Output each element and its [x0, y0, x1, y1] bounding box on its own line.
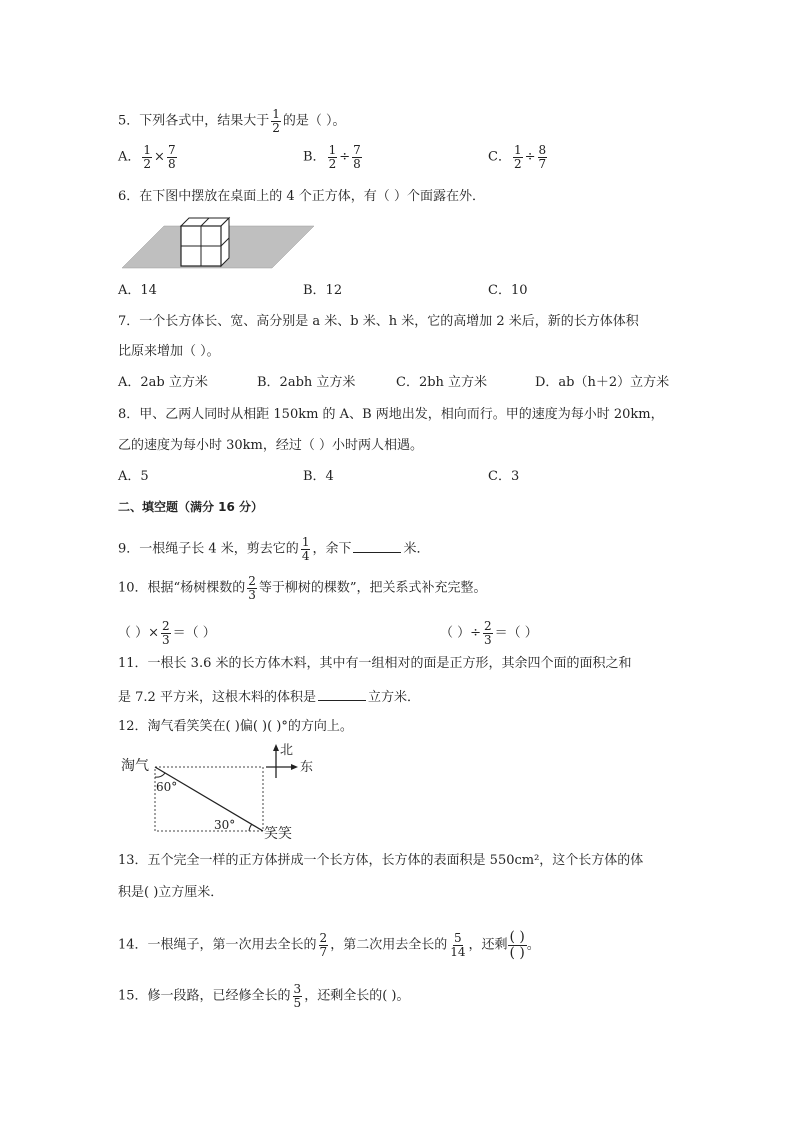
path-line — [155, 767, 263, 831]
angle-60: 60° — [156, 780, 178, 794]
q7-line2: 比原来增加（ ）。 — [118, 344, 220, 359]
q11-line2: 是 7.2 平方米，这根木料的体积是 立方米． — [118, 690, 420, 705]
question-10: 10．根据“杨树棵数的 $\frac{2}{3}$ 等于柳树的棵数”，把关系式补充完整。 — [118, 574, 487, 602]
q8-option-b[interactable]: B．4 — [303, 469, 334, 484]
q11-answer-blank[interactable] — [318, 688, 366, 701]
label-xiaoxiao: 笑笑 — [264, 826, 292, 842]
q5-option-a[interactable]: A． $\frac{1}{2}$ × $\frac{7}{8}$ — [118, 143, 176, 171]
label-taoqi: 淘气 — [121, 758, 149, 774]
q11-line1: 11．一根长 3.6 米的长方体木料，其中有一组相对的面是正方形，其余四个面的面积之和 — [118, 656, 632, 671]
label-east: 东 — [300, 760, 314, 775]
section-2-heading: 二、填空题（满分 16 分） — [118, 500, 264, 514]
direction-diagram — [118, 740, 318, 842]
q13-line2: 积是( )立方厘米． — [118, 885, 224, 900]
question-14: 14．一根绳子，第一次用去全长的 $\frac{2}{7}$ ，第二次用去全长的 $\frac{5}{14}$ ，还剩 $\frac{( )}{( )}$ 。 — [118, 929, 540, 961]
q7-option-a[interactable]: A．2ab 立方米 — [118, 375, 208, 390]
label-north: 北 — [280, 743, 294, 758]
q8-line2: 乙的速度为每小时 30km，经过（ ）小时两人相遇。 — [118, 438, 424, 453]
east-arrow-icon — [291, 764, 298, 770]
q14-answer-fraction[interactable]: $\frac{( )}{( )}$ — [509, 929, 525, 961]
question-9: 9．一根绳子长 4 米，剪去它的 $\frac{1}{4}$ ，余下 米． — [118, 535, 430, 563]
q7-option-d[interactable]: D．ab（h＋2）立方米 — [535, 375, 670, 390]
question-12: 12．淘气看笑笑在( )偏( )( )°的方向上。 — [118, 719, 353, 734]
north-arrow-icon — [273, 744, 279, 751]
question-6: 6．在下图中摆放在桌面上的 4 个正方体，有（ ）个面露在外． — [118, 189, 485, 204]
q5-fraction: $\frac{1}{2}$ — [272, 107, 280, 135]
q5-suffix: 的是（ ）。 — [282, 113, 346, 129]
q8-line1: 8．甲、乙两人同时从相距 150km 的 A、B 两地出发，相向而行。甲的速度为每小时 20km， — [118, 407, 664, 422]
q5-option-b[interactable]: B． $\frac{1}{2}$ ÷ $\frac{7}{8}$ — [303, 143, 361, 171]
q7-option-b[interactable]: B．2abh 立方米 — [257, 375, 356, 390]
q6-option-b[interactable]: B．12 — [303, 283, 343, 298]
q5-option-c[interactable]: C． $\frac{1}{2}$ ÷ $\frac{8}{7}$ — [488, 143, 547, 171]
q6-option-a[interactable]: A．14 — [118, 283, 157, 298]
q8-option-a[interactable]: A．5 — [118, 469, 149, 484]
question-5 — [118, 108, 346, 134]
q9-answer-blank[interactable] — [353, 540, 401, 553]
q10-equation-2[interactable]: （ ）÷ $\frac{2}{3}$ ＝（ ） — [440, 619, 538, 647]
q13-line1: 13．五个完全一样的正方体拼成一个长方体，长方体的表面积是 550cm²，这个长方体的体 — [118, 853, 644, 868]
angle-30: 30° — [214, 818, 236, 832]
q7-line1: 7．一个长方体长、宽、高分别是 a 米、b 米、h 米，它的高增加 2 米后，新的长方体体积 — [118, 314, 639, 329]
cube-stack-figure — [118, 212, 318, 270]
q10-equation-1[interactable]: （ ）× $\frac{2}{3}$ ＝（ ） — [118, 619, 216, 647]
q7-option-c[interactable]: C．2bh 立方米 — [396, 375, 488, 390]
q6-option-c[interactable]: C．10 — [488, 283, 528, 298]
question-15: 15．修一段路，已经修全长的 $\frac{3}{5}$ ，还剩全长的( )。 — [118, 982, 410, 1010]
q8-option-c[interactable]: C．3 — [488, 469, 520, 484]
q5-prefix: 5．下列各式中，结果大于 — [118, 113, 270, 129]
